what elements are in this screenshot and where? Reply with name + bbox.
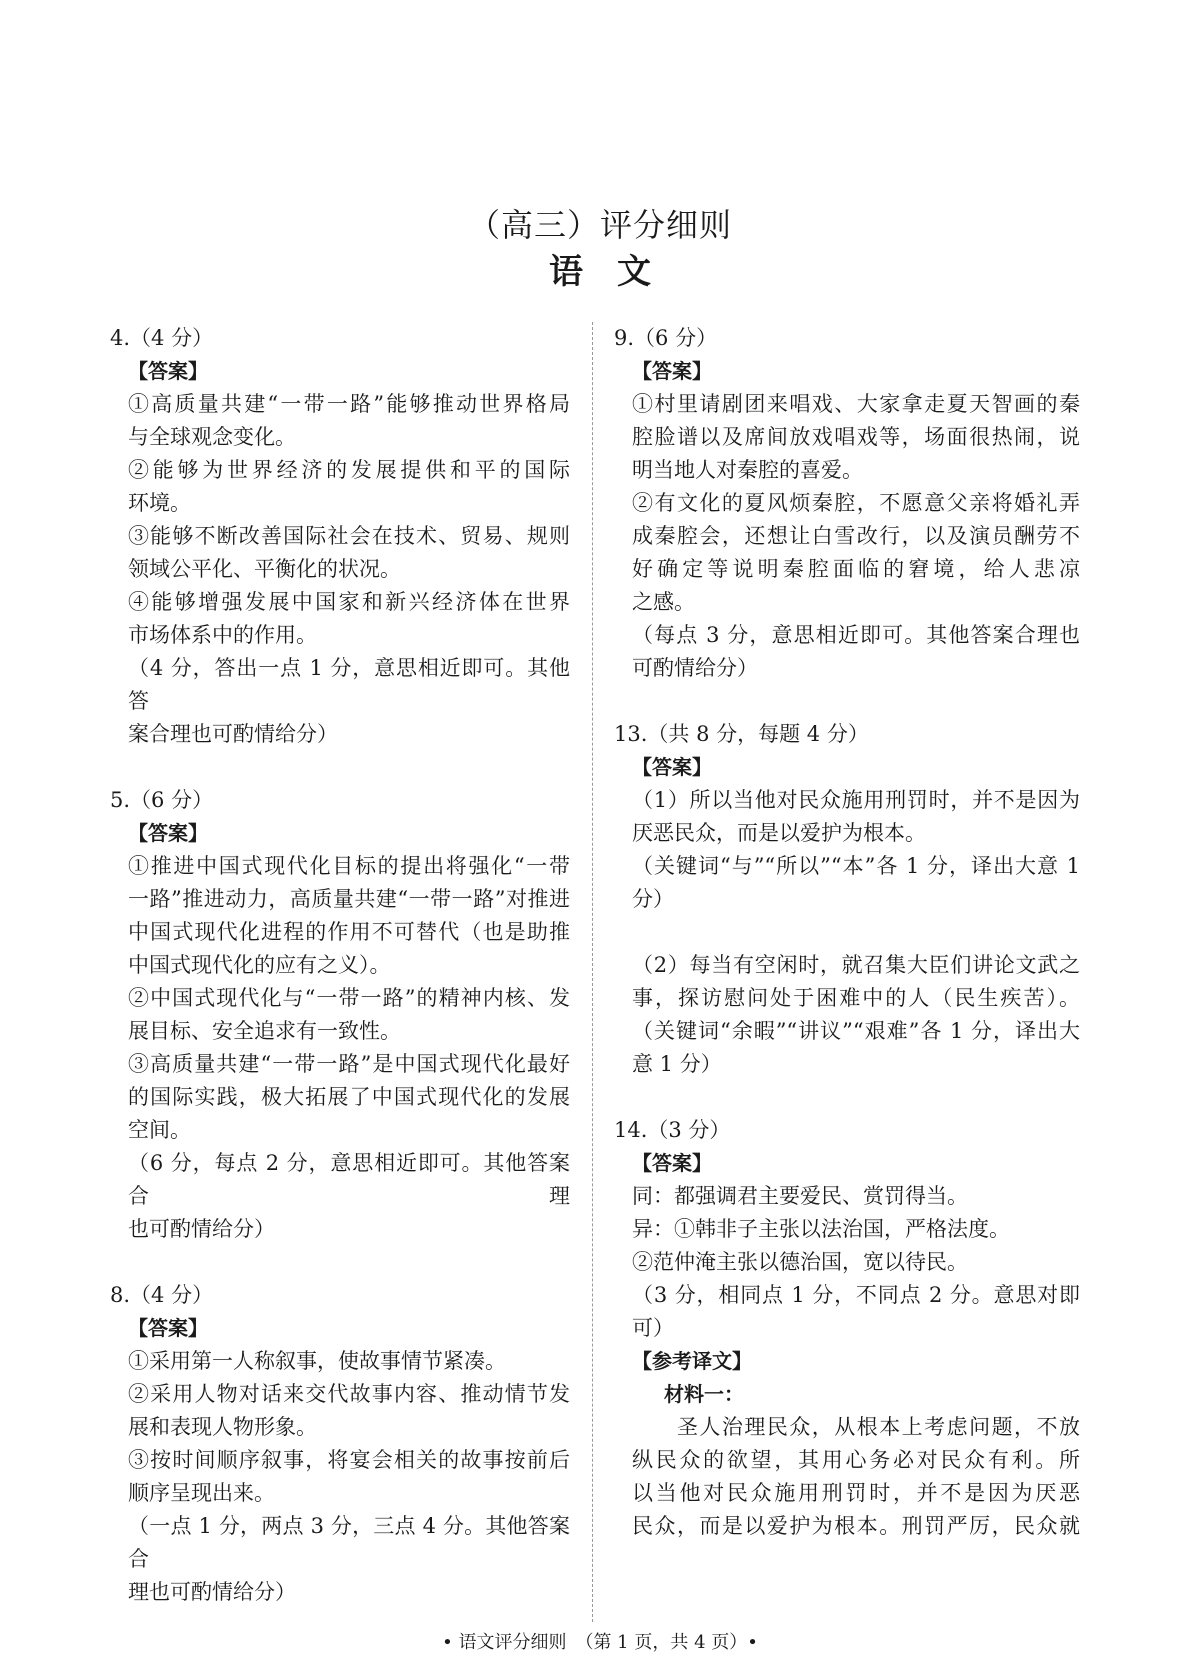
question-head: 5.（6 分） xyxy=(110,788,214,812)
answer-line: ③高质量共建“一带一路”是中国式现代化最好 xyxy=(128,1052,570,1076)
answer-tag: 【答案】 xyxy=(632,1151,712,1175)
answer-line: 空间。 xyxy=(128,1118,191,1142)
scoring-note: （关键词“与”“所以”“本”各 1 分，译出大意 1 xyxy=(632,854,1080,878)
right-column xyxy=(614,322,1080,1543)
answer-line: 之感。 xyxy=(632,590,695,614)
answer-line: 一路”推进动力，高质量共建“一带一路”对推进 xyxy=(128,887,570,911)
answer-line: ④能够增强发展中国家和新兴经济体在世界 xyxy=(128,590,570,614)
answer-line: 腔脸谱以及席间放戏唱戏等，场面很热闹，说 xyxy=(632,425,1080,449)
scoring-note: 也可酌情给分） xyxy=(128,1217,275,1241)
answer-line: （2）每当有空闲时，就召集大臣们讲论文武之 xyxy=(632,953,1080,977)
answer-tag: 【答案】 xyxy=(128,359,208,383)
answer-tag: 【答案】 xyxy=(128,1316,208,1340)
answer-tag: 【答案】 xyxy=(632,359,712,383)
scoring-note: 可酌情给分） xyxy=(632,656,758,680)
question-head: 13.（共 8 分，每题 4 分） xyxy=(614,722,869,746)
scoring-note: （4 分，答出一点 1 分，意思相近即可。其他答 xyxy=(128,656,570,713)
answer-line: 异：①韩非子主张以法治国，严格法度。 xyxy=(632,1217,1010,1241)
scoring-note: 意 1 分） xyxy=(632,1052,722,1076)
answer-line: 顺序呈现出来。 xyxy=(128,1481,275,1505)
scoring-note: 理也可酌情给分） xyxy=(128,1580,296,1604)
answer-line: ②能够为世界经济的发展提供和平的国际 xyxy=(128,458,570,482)
question-14 xyxy=(614,1114,1080,1543)
answer-line: 事，探访慰问处于困难中的人（民生疾苦）。 xyxy=(632,986,1080,1010)
translation-line: 纵民众的欲望，其用心务必对民众有利。所 xyxy=(632,1448,1080,1472)
column-divider xyxy=(592,322,593,1622)
answer-line: 的国际实践，极大拓展了中国式现代化的发展 xyxy=(128,1085,570,1109)
answer-line: 好确定等说明秦腔面临的窘境，给人悲凉 xyxy=(632,557,1080,581)
answer-line: 展和表现人物形象。 xyxy=(128,1415,317,1439)
answer-tag: 【答案】 xyxy=(128,821,208,845)
question-8 xyxy=(110,1279,570,1609)
question-9 xyxy=(614,322,1080,685)
scoring-note: （一点 1 分，两点 3 分，三点 4 分。其他答案合 xyxy=(128,1514,570,1571)
answer-line: ①推进中国式现代化目标的提出将强化“一带 xyxy=(128,854,570,878)
question-head: 14.（3 分） xyxy=(614,1118,731,1142)
material-label: 材料一： xyxy=(664,1382,744,1406)
answer-line: 中国式现代化进程的作用不可替代（也是助推 xyxy=(128,920,570,944)
translation-line: 圣人治理民众，从根本上考虑问题，不放 xyxy=(632,1415,1080,1439)
answer-line: 与全球观念变化。 xyxy=(128,425,296,449)
answer-line: 同：都强调君主要爱民、赏罚得当。 xyxy=(632,1184,968,1208)
answer-tag: 【答案】 xyxy=(632,755,712,779)
scoring-note: （6 分，每点 2 分，意思相近即可。其他答案合理 xyxy=(128,1151,570,1208)
scoring-note: 案合理也可酌情给分） xyxy=(128,722,338,746)
answer-line: 领域公平化、平衡化的状况。 xyxy=(128,557,401,581)
scoring-note: （3 分，相同点 1 分，不同点 2 分。意思对即可） xyxy=(632,1283,1080,1340)
question-4 xyxy=(110,322,570,751)
question-head: 8.（4 分） xyxy=(110,1283,214,1307)
scoring-note: 分） xyxy=(632,887,674,911)
translation-line: 以当他对民众施用刑罚时，并不是因为厌恶 xyxy=(632,1481,1080,1505)
answer-line: 环境。 xyxy=(128,491,191,515)
answer-line: ①采用第一人称叙事，使故事情节紧凑。 xyxy=(128,1349,506,1373)
answer-line: ②有文化的夏风烦秦腔，不愿意父亲将婚礼弄 xyxy=(632,491,1080,515)
answer-line: （1）所以当他对民众施用刑罚时，并不是因为 xyxy=(632,788,1080,812)
answer-line: ①村里请剧团来唱戏、大家拿走夏天智画的秦 xyxy=(632,392,1080,416)
answer-line: ②采用人物对话来交代故事内容、推动情节发 xyxy=(128,1382,570,1406)
reference-translation-tag: 【参考译文】 xyxy=(632,1349,752,1373)
answer-line: 明当地人对秦腔的喜爱。 xyxy=(632,458,863,482)
answer-line: 成秦腔会，还想让白雪改行，以及演员酬劳不 xyxy=(632,524,1080,548)
answer-line: 厌恶民众，而是以爱护为根本。 xyxy=(632,821,926,845)
page-title: （高三）评分细则 xyxy=(467,206,732,244)
page-footer: • 语文评分细则 （第 1 页，共 4 页）• xyxy=(442,1632,758,1653)
answer-line: ③按时间顺序叙事，将宴会相关的故事按前后 xyxy=(128,1448,570,1472)
question-head: 4.（4 分） xyxy=(110,326,214,350)
left-column xyxy=(110,322,570,1609)
answer-line: 中国式现代化的应有之义）。 xyxy=(128,953,391,977)
subject-title: 语文 xyxy=(549,252,685,292)
answer-line: ③能够不断改善国际社会在技术、贸易、规则 xyxy=(128,524,570,548)
question-head: 9.（6 分） xyxy=(614,326,718,350)
question-13 xyxy=(614,718,1080,1081)
answer-line: ①高质量共建“一带一路”能够推动世界格局 xyxy=(128,392,570,416)
answer-line: 市场体系中的作用。 xyxy=(128,623,317,647)
answer-line: ②中国式现代化与“一带一路”的精神内核、发 xyxy=(128,986,570,1010)
translation-line: 民众，而是以爱护为根本。刑罚严厉，民众就 xyxy=(632,1514,1080,1538)
question-5 xyxy=(110,784,570,1246)
scoring-note: （关键词“余暇”“讲议”“艰难”各 1 分，译出大 xyxy=(632,1019,1080,1043)
scoring-note: （每点 3 分，意思相近即可。其他答案合理也 xyxy=(632,623,1080,647)
answer-line: ②范仲淹主张以德治国，宽以待民。 xyxy=(632,1250,968,1274)
answer-line: 展目标、安全追求有一致性。 xyxy=(128,1019,401,1043)
